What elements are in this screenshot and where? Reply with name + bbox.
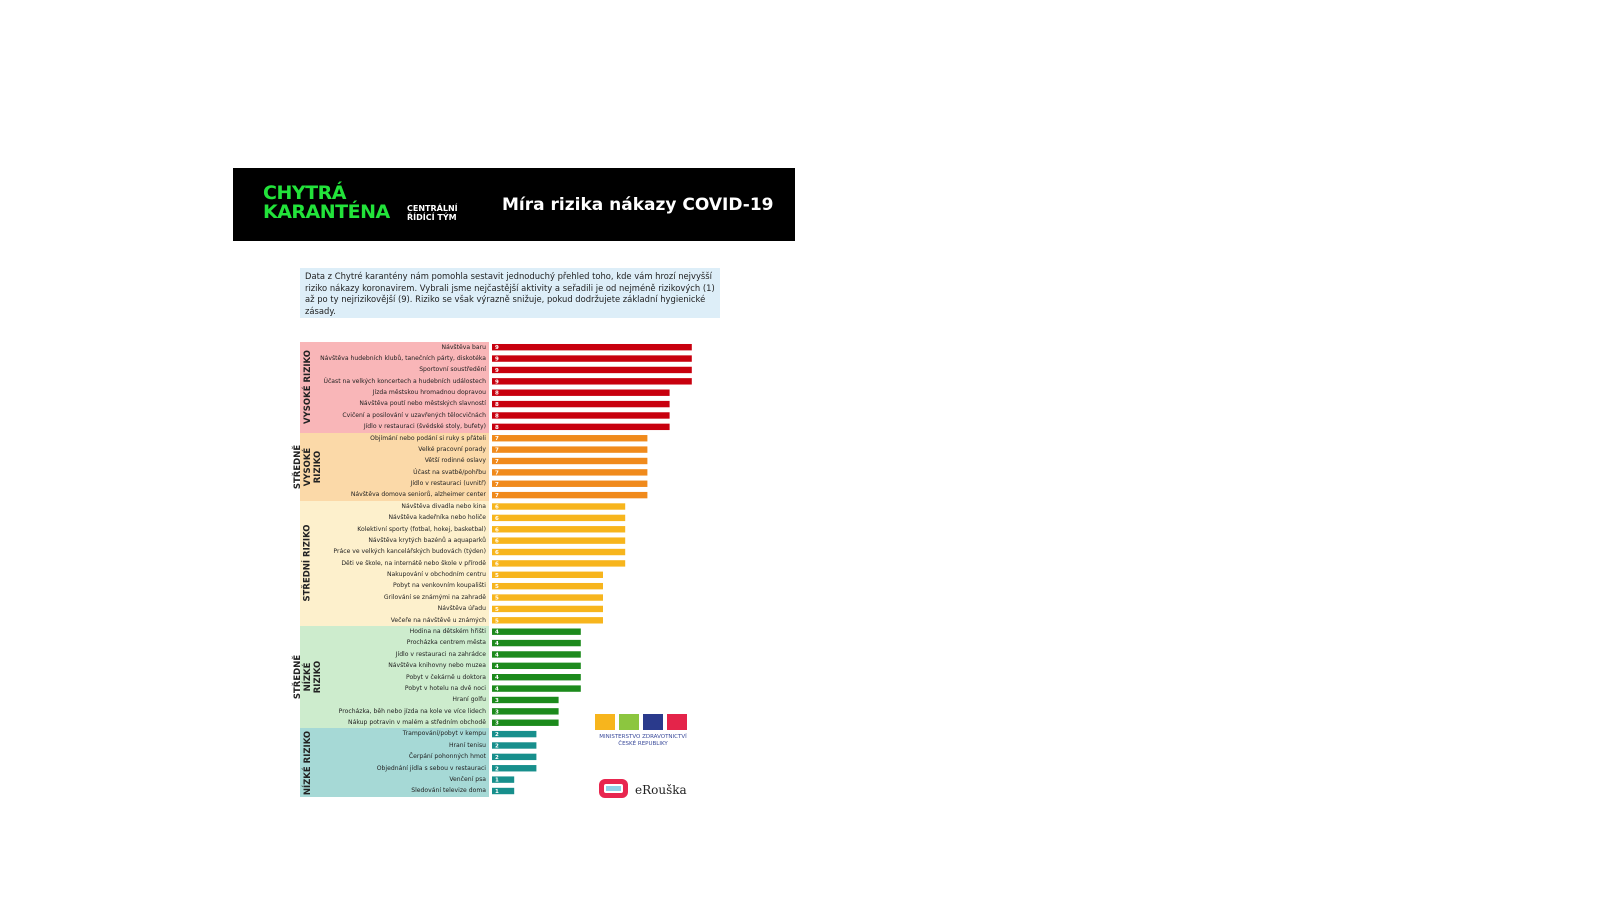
category-label: Grilování se známými na zahradě	[383, 593, 486, 601]
risk-bar	[492, 481, 647, 487]
risk-bar	[492, 378, 692, 384]
category-label: Návštěva divadla nebo kina	[401, 502, 486, 510]
category-label: Pobyt v čekárně u doktora	[405, 673, 486, 681]
ministry-name	[595, 734, 691, 748]
risk-value-label: 4	[495, 629, 499, 636]
risk-value-label: 7	[495, 447, 499, 454]
erouska-logo	[598, 777, 694, 799]
risk-value-label: 9	[495, 345, 499, 352]
risk-value-label: 8	[495, 413, 499, 420]
risk-bar	[492, 606, 603, 612]
category-label: Procházka centrem města	[406, 639, 486, 647]
risk-bar	[492, 492, 647, 498]
category-label: Jídlo v restauraci (uvnitř)	[410, 480, 486, 488]
risk-value-label: 4	[495, 686, 499, 693]
risk-value-label: 6	[495, 504, 499, 511]
risk-bar	[492, 458, 647, 464]
logo-line-2: KARANTÉNA	[263, 201, 390, 223]
risk-zone-label-text: STŘEDNĚ NÍZKÉ RIZIKO	[293, 655, 323, 700]
risk-value-label: 4	[495, 652, 499, 659]
category-label: Objednání jídla s sebou v restauraci	[376, 764, 486, 772]
category-label: Nákup potravin v malém a středním obchodě	[348, 719, 486, 727]
risk-bar	[492, 469, 647, 475]
risk-bar	[492, 515, 625, 521]
risk-value-label: 9	[495, 367, 499, 374]
risk-value-label: 8	[495, 424, 499, 431]
risk-bar	[492, 435, 647, 441]
category-label: Večeře na návštěvě u známých	[390, 616, 486, 624]
risk-value-label: 8	[495, 402, 499, 409]
category-label: Návštěva baru	[441, 343, 486, 351]
risk-value-label: 5	[495, 572, 499, 579]
risk-value-label: 2	[495, 766, 499, 773]
category-label: Jídlo v restauraci (švédské stoly, bufety)	[363, 423, 486, 431]
category-label: Větší rodinné oslavy	[424, 457, 486, 465]
risk-bar	[492, 355, 692, 361]
category-label: Sledování televize doma	[411, 787, 486, 795]
risk-value-label: 1	[495, 789, 499, 796]
category-label: Čerpání pohonných hmot	[408, 753, 486, 761]
ministry-logo	[595, 712, 691, 747]
risk-bar	[492, 424, 670, 430]
category-label: Trampování/pobyt v kempu	[402, 730, 486, 738]
risk-bar	[492, 390, 670, 396]
risk-value-label: 3	[495, 709, 499, 716]
risk-value-label: 3	[495, 720, 499, 727]
risk-value-label: 2	[495, 732, 499, 739]
category-label: Děti ve škole, na internátě nebo škole v přírodě	[341, 559, 486, 567]
page-title: Míra rizika nákazy COVID-19	[502, 195, 774, 215]
risk-zone-label-text: NÍZKÉ RIZIKO	[303, 730, 314, 795]
ministry-logo-icon	[595, 712, 691, 732]
risk-value-label: 9	[495, 379, 499, 386]
risk-bar	[492, 685, 581, 691]
category-label: Účast na svatbě/pohřbu	[413, 468, 486, 476]
risk-value-label: 6	[495, 538, 499, 545]
risk-zone-label-text: VYSOKÉ RIZIKO	[303, 350, 313, 424]
category-label: Návštěva úřadu	[437, 605, 486, 613]
risk-value-label: 5	[495, 606, 499, 613]
risk-value-label: 6	[495, 515, 499, 522]
category-label: Pobyt na venkovním koupališti	[393, 582, 486, 590]
category-label: Hraní tenisu	[448, 741, 486, 749]
category-label: Návštěva poutí nebo městských slavností	[359, 400, 486, 408]
risk-bar	[492, 720, 559, 726]
category-label: Procházka, běh nebo jízda na kole ve více lidech	[338, 707, 486, 715]
category-label: Objímání nebo podání si ruky s přáteli	[370, 434, 486, 442]
category-label: Práce ve velkých kancelářských budovách (týden)	[333, 548, 486, 556]
ministry-line-2: ČESKÉ REPUBLIKY	[618, 741, 668, 747]
risk-value-label: 5	[495, 584, 499, 591]
category-label: Jídlo v restauraci na zahrádce	[395, 650, 486, 658]
risk-value-label: 7	[495, 470, 499, 477]
risk-bar	[492, 651, 581, 657]
risk-value-label: 4	[495, 675, 499, 682]
risk-bar	[492, 560, 625, 566]
risk-bar	[492, 594, 603, 600]
category-label: Návštěva hudebních klubů, tanečních párty, diskotéka	[320, 354, 486, 362]
category-label: Velké pracovní porady	[418, 445, 486, 453]
risk-value-label: 1	[495, 777, 499, 784]
risk-bar	[492, 526, 625, 532]
category-label: Venčení psa	[449, 775, 486, 783]
risk-value-label: 5	[495, 618, 499, 625]
risk-bar	[492, 549, 625, 555]
category-label: Cvičení a posilování v uzavřených tělocvičnách	[342, 411, 486, 419]
risk-bar	[492, 367, 692, 373]
risk-bar	[492, 537, 625, 543]
risk-value-label: 4	[495, 641, 499, 648]
category-label: Návštěva domova seniorů, alzheimer center	[350, 491, 486, 499]
intro-text: Data z Chytré karantény nám pomohla sestavit jednoduchý přehled toho, kde vám hrozí nejvyšší riziko nákazy koronavirem. Vybrali jsme nejčastější aktivity a seřadili je od nejméně rizikových (1) až po ty nejrizikovější (9). Riziko se však výrazně snižuje, pokud dodržujete základní hygienické zásady.	[300, 268, 720, 318]
risk-bar	[492, 708, 559, 714]
category-label: Nakupování v obchodním centru	[386, 571, 486, 579]
risk-bar	[492, 663, 581, 669]
category-label: Jízda městskou hromadnou dopravou	[372, 389, 486, 397]
risk-zone-label-text: STŘEDNĚ VYSOKÉ RIZIKO	[293, 444, 323, 489]
risk-value-label: 7	[495, 481, 499, 488]
risk-bar	[492, 674, 581, 680]
logo-sub-line-1: CENTRÁLNÍ	[407, 204, 458, 213]
risk-value-label: 7	[495, 458, 499, 465]
category-label: Kolektivní sporty (fotbal, hokej, basketbal)	[357, 525, 486, 533]
erouska-name: eRouška	[635, 783, 687, 797]
risk-value-label: 5	[495, 595, 499, 602]
risk-bar	[492, 583, 603, 589]
category-label: Návštěva knihovny nebo muzea	[388, 662, 486, 670]
risk-value-label: 7	[495, 436, 499, 443]
category-label: Návštěva kadeřníka nebo holiče	[388, 514, 486, 522]
risk-value-label: 3	[495, 697, 499, 704]
category-label: Sportovní soustředění	[419, 366, 486, 374]
category-label: Hraní golfu	[452, 696, 486, 704]
risk-bar	[492, 572, 603, 578]
risk-value-label: 9	[495, 356, 499, 363]
risk-value-label: 2	[495, 754, 499, 761]
risk-bar	[492, 412, 670, 418]
mask-icon	[598, 777, 630, 799]
risk-value-label: 6	[495, 550, 499, 557]
risk-value-label: 2	[495, 743, 499, 750]
risk-value-label: 7	[495, 493, 499, 500]
risk-bar	[492, 697, 559, 703]
risk-bar	[492, 344, 692, 350]
risk-bar	[492, 446, 647, 452]
risk-bar	[492, 640, 581, 646]
category-label: Návštěva krytých bazénů a aquaparků	[368, 536, 486, 544]
risk-bar	[492, 503, 625, 509]
logo-line-1: CHYTRÁ	[263, 182, 346, 204]
risk-value-label: 4	[495, 663, 499, 670]
category-label: Pobyt v hotelu na dvě noci	[404, 684, 486, 692]
risk-value-label: 8	[495, 390, 499, 397]
risk-bar	[492, 628, 581, 634]
risk-bar	[492, 617, 603, 623]
risk-zone-label-text: STŘEDNÍ RIZIKO	[303, 524, 313, 602]
risk-value-label: 6	[495, 527, 499, 534]
logo-sub-line-2: ŘÍDÍCÍ TÝM	[407, 213, 457, 222]
ministry-line-1: MINISTERSTVO ZDRAVOTNICTVÍ	[599, 734, 687, 740]
risk-value-label: 6	[495, 561, 499, 568]
risk-bar	[492, 401, 670, 407]
category-label: Účast na velkých koncertech a hudebních událostech	[323, 377, 486, 385]
category-label: Hodina na dětském hřišti	[409, 628, 486, 635]
